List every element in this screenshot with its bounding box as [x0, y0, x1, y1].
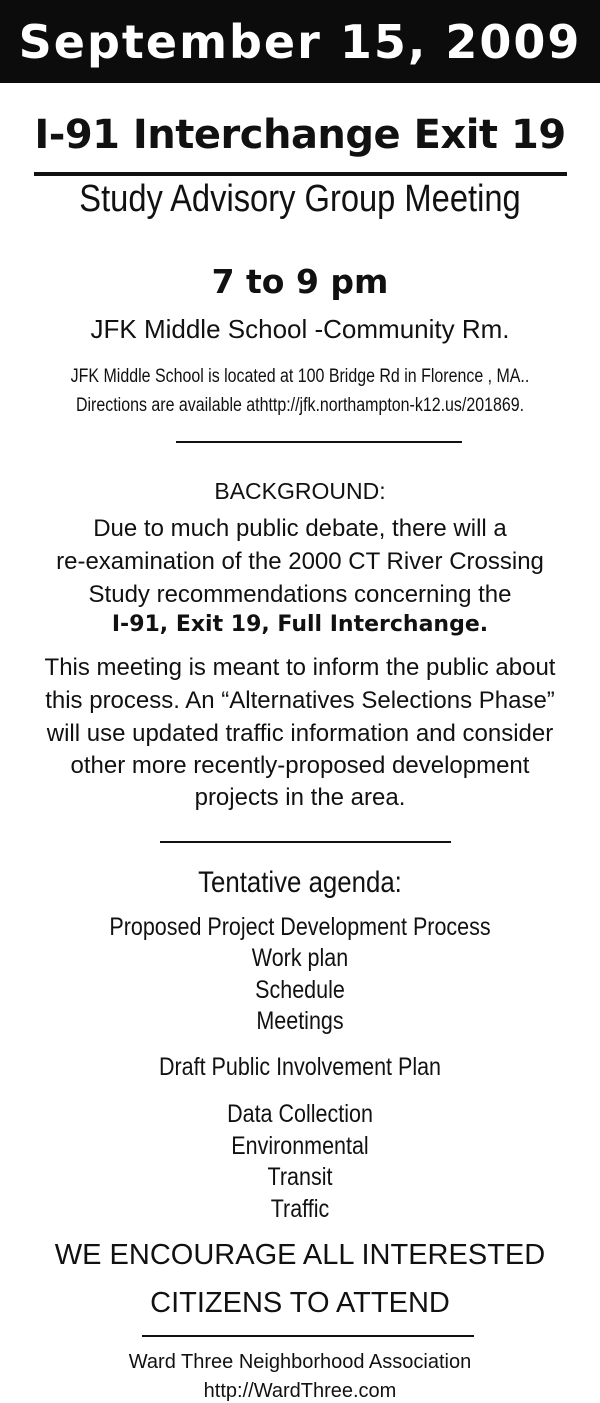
paragraph-line: other more recently-proposed development [70, 752, 530, 779]
date-banner: September 15, 2009 [0, 0, 600, 83]
directions-note: Directions are available athttp://jfk.northampton-k12.us/201869. [75, 395, 525, 416]
background-line: Due to much public debate, there will a [93, 515, 507, 542]
agenda-item: Data Collection [227, 1100, 373, 1128]
title-underline [34, 172, 567, 176]
background-line: Study recommendations concerning the [88, 581, 512, 608]
paragraph-line: projects in the area. [194, 784, 406, 811]
meeting-venue: JFK Middle School -Community Rm. [90, 314, 510, 344]
agenda-item: Environmental [231, 1132, 369, 1160]
agenda-item: Work plan [251, 944, 349, 972]
background-emphasis: I-91, Exit 19, Full Interchange. [111, 612, 489, 637]
agenda-item: Traffic [270, 1195, 330, 1223]
agenda-item: Proposed Project Development Process [109, 913, 491, 941]
footer-divider [142, 1335, 474, 1337]
agenda-item: Meetings [256, 1007, 344, 1035]
section-divider [160, 841, 451, 843]
call-to-action-line: CITIZENS TO ATTEND [150, 1287, 450, 1319]
agenda-heading: Tentative agenda: [198, 866, 402, 899]
meeting-subtitle: Study Advisory Group Meeting [79, 178, 521, 220]
background-heading: BACKGROUND: [214, 478, 386, 504]
background-line: re-examination of the 2000 CT River Crossing [56, 548, 544, 575]
meeting-title: I-91 Interchange Exit 19 [34, 112, 566, 158]
section-divider [176, 441, 462, 443]
location-note: JFK Middle School is located at 100 Bridge Rd in Florence , MA.. [70, 366, 530, 387]
agenda-item: Draft Public Involvement Plan [158, 1053, 442, 1081]
organization-name: Ward Three Neighborhood Association [128, 1351, 472, 1373]
agenda-item: Transit [267, 1163, 333, 1191]
meeting-time: 7 to 9 pm [211, 262, 389, 301]
call-to-action-line: WE ENCOURAGE ALL INTERESTED [54, 1239, 546, 1271]
paragraph-line: will use updated traffic information and consider [46, 720, 554, 747]
paragraph-line: this process. An “Alternatives Selections Phase” [45, 687, 555, 714]
organization-website[interactable]: http://WardThree.com [203, 1380, 397, 1402]
paragraph-line: This meeting is meant to inform the public about [44, 654, 556, 681]
agenda-item: Schedule [255, 976, 345, 1004]
